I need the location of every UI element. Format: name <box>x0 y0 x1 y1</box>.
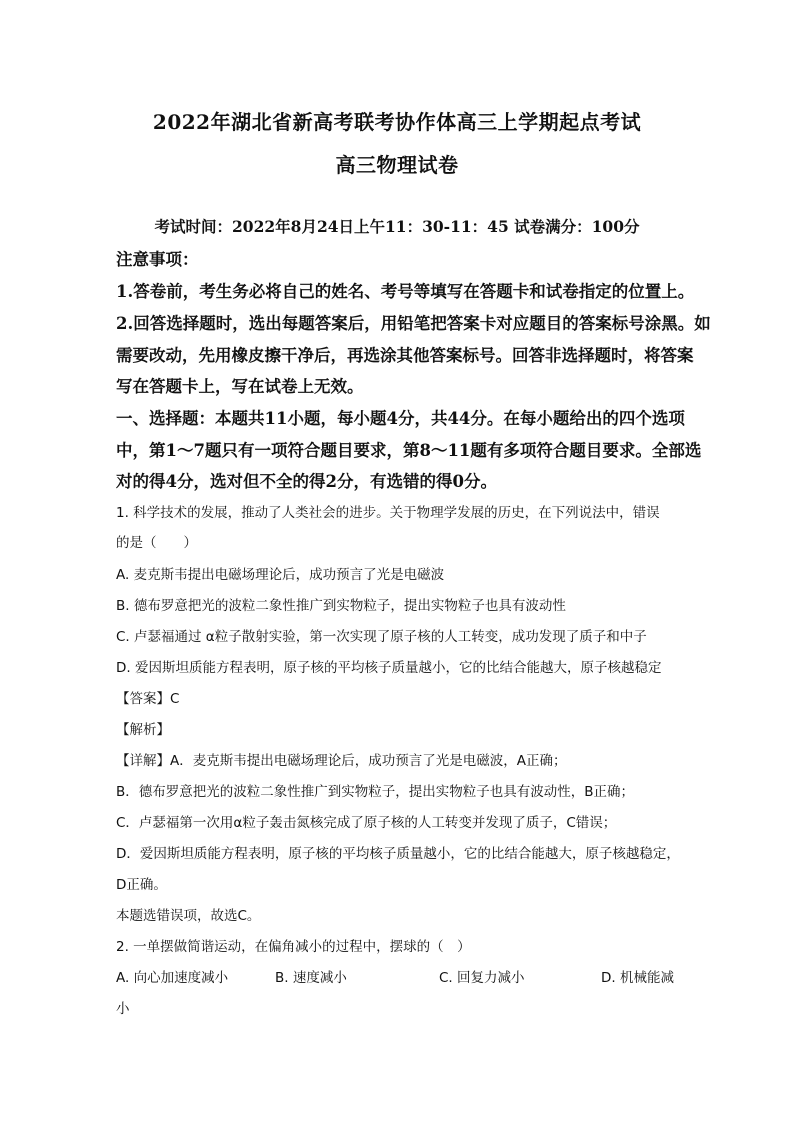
section-1-line-2: 中，第1～7题只有一项符合题目要求，第8～11题有多项符合题目要求。全部选 <box>116 441 702 460</box>
q1-stem-line-2: 的是（ ） <box>116 535 197 551</box>
q1-detail-line-3: C．卢瑟福第一次用α粒子轰击氮核完成了原子核的人工转变并发现了质子，C错误； <box>116 815 617 831</box>
section-1-line-3: 对的得4分，选对但不全的得2分，有选错的得0分。 <box>116 472 497 491</box>
notes-item-2-line-2: 需要改动，先用橡皮擦干净后，再选涂其他答案标号。回答非选择题时，将答案 <box>116 346 694 365</box>
q2-option-d-continued: 小 <box>116 1001 130 1017</box>
q1-conclusion: 本题选错误项，故选C。 <box>116 908 261 924</box>
exam-subtitle: 高三物理试卷 <box>335 153 459 177</box>
q2-option-b: B. 速度减小 <box>275 970 347 986</box>
q1-stem-line-1: 1. 科学技术的发展，推动了人类社会的进步。关于物理学发展的历史，在下列说法中，错误 <box>116 505 660 521</box>
q1-option-d: D. 爱因斯坦质能方程表明，原子核的平均核子质量越小，它的比结合能越大，原子核越稳定 <box>116 660 662 676</box>
section-1-line-1: 一、选择题：本题共11小题，每小题4分，共44分。在每小题给出的四个选项 <box>116 409 685 428</box>
exam-title: 2022年湖北省新高考联考协作体高三上学期起点考试 <box>152 110 642 134</box>
q1-answer: 【答案】C <box>116 691 180 707</box>
q1-analysis-label: 【解析】 <box>116 722 170 738</box>
notes-item-2-line-3: 写在答题卡上，写在试卷上无效。 <box>116 377 364 396</box>
notes-item-2-line-1: 2.回答选择题时，选出每题答案后，用铅笔把答案卡对应题目的答案标号涂黑。如 <box>116 314 711 333</box>
q1-option-a: A. 麦克斯韦提出电磁场理论后，成功预言了光是电磁波 <box>116 567 445 583</box>
exam-info: 考试时间：2022年8月24日上午11：30-11：45 试卷满分：100分 <box>154 217 640 236</box>
q1-detail-line-2: B．德布罗意把光的波粒二象性推广到实物粒子，提出实物粒子也具有波动性，B正确； <box>116 784 635 800</box>
q1-option-c: C. 卢瑟福通过 α粒子散射实验，第一次实现了原子核的人工转变，成功发现了质子和中子 <box>116 629 647 645</box>
q2-option-c: C. 回复力减小 <box>439 970 525 986</box>
q1-detail-line-1: 【详解】A．麦克斯韦提出电磁场理论后，成功预言了光是电磁波，A正确； <box>116 753 567 769</box>
q2-stem: 2. 一单摆做简谐运动，在偏角减小的过程中，摆球的（ ） <box>116 939 471 955</box>
q1-detail-line-4: D．爱因斯坦质能方程表明，原子核的平均核子质量越小，它的比结合能越大，原子核越稳定， <box>116 846 680 862</box>
q2-option-a: A. 向心加速度减小 <box>116 970 229 986</box>
q1-option-b: B. 德布罗意把光的波粒二象性推广到实物粒子，提出实物粒子也具有波动性 <box>116 598 566 614</box>
q2-option-d: D. 机械能减 <box>601 970 674 986</box>
q1-detail-line-5: D正确。 <box>116 877 167 893</box>
notes-item-1: 1.答卷前，考生务必将自己的姓名、考号等填写在答题卡和试卷指定的位置上。 <box>116 282 695 301</box>
notes-heading: 注意事项： <box>116 250 199 269</box>
